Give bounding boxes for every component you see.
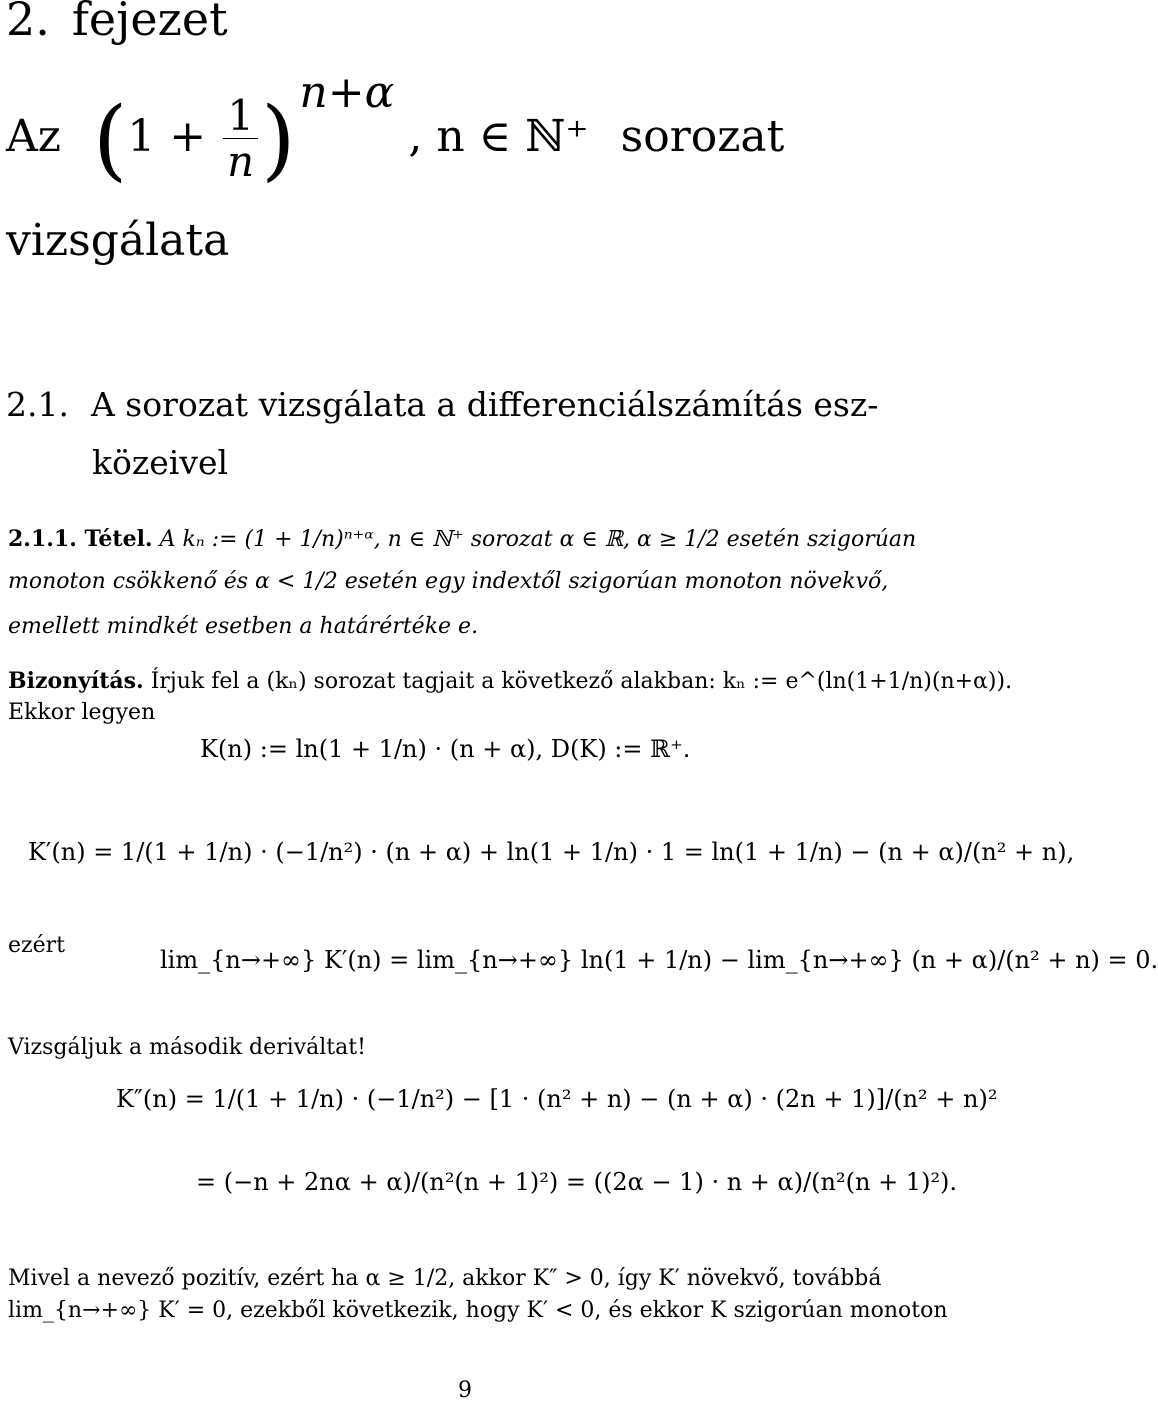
proof-label: Bizonyítás. (8, 668, 144, 694)
theorem-line3: emellett mindkét esetben a határértéke e. (8, 614, 479, 639)
section-title-line2: közeivel (92, 443, 229, 482)
section-number: 2.1. (6, 385, 69, 424)
chapter-heading (6, 0, 228, 46)
chapter-title: fejezet (71, 0, 228, 46)
theorem-text-line1: A kₙ := (1 + 1/n)ⁿ⁺ᵅ, n ∈ ℕ⁺ sorozat α ∈ ℝ, α ≥ 1/2 esetén szigorúan (159, 527, 917, 552)
equation-K-double-prime-simplified: = (−n + 2nα + α)/(n²(n + 1)²) = ((2α − 1) · n + α)/(n²(n + 1)²). (196, 1168, 958, 1196)
proof-line1 (8, 668, 1012, 694)
theorem-label: 2.1.1. Tétel. (8, 526, 153, 552)
closing-line1: Mivel a nevező pozitív, ezért ha α ≥ 1/2, akkor K″ > 0, így K′ növekvő, továbbá (8, 1266, 882, 1291)
main-title-line2: vizsgálata (6, 215, 230, 266)
section-heading (6, 385, 878, 424)
page-number: 9 (458, 1378, 472, 1403)
theorem-line1 (8, 526, 916, 552)
main-title-line1 (6, 66, 785, 224)
proof-text-line1: Írjuk fel a (kₙ) sorozat tagjait a következő alakban: kₙ := e^(ln(1+1/n)(n+α)). (150, 669, 1013, 694)
equation-K-definition: K(n) := ln(1 + 1/n) · (n + α), D(K) := ℝ⁺. (200, 735, 691, 763)
proof-line2: Ekkor legyen (8, 700, 156, 725)
title-condition: , n ∈ ℕ⁺ (408, 110, 589, 162)
equation-K-double-prime: K″(n) = 1/(1 + 1/n) · (−1/n²) − [1 · (n² + n) − (n + α) · (2n + 1)]/(n² + n)² (116, 1085, 998, 1113)
second-derivative-intro: Vizsgáljuk a második deriváltat! (8, 1035, 366, 1060)
title-formula: (1 + $\frac{1}{n}$ )n+α (92, 66, 395, 191)
title-prefix: Az (6, 110, 61, 162)
equation-K-prime: K′(n) = 1/(1 + 1/n) · (−1/n²) · (n + α) + ln(1 + 1/n) · 1 = ln(1 + 1/n) − (n + α)/(n² + n), (28, 838, 1075, 866)
ezert-label: ezért (8, 933, 65, 958)
title-suffix: sorozat (620, 110, 785, 162)
closing-line2: lim_{n→+∞} K′ = 0, ezekből következik, hogy K′ < 0, és ekkor K szigorúan monoton (8, 1298, 948, 1323)
section-title-line1: A sorozat vizsgálata a differenciálszámítás esz- (90, 385, 879, 424)
chapter-number: 2. (6, 0, 50, 46)
equation-limit: lim_{n→+∞} K′(n) = lim_{n→+∞} ln(1 + 1/n) − lim_{n→+∞} (n + α)/(n² + n) = 0. (160, 946, 1158, 974)
theorem-line2: monoton csökkenő és α < 1/2 esetén egy indextől szigorúan monoton növekvő, (8, 569, 889, 594)
title-exponent: n+α (299, 66, 395, 118)
